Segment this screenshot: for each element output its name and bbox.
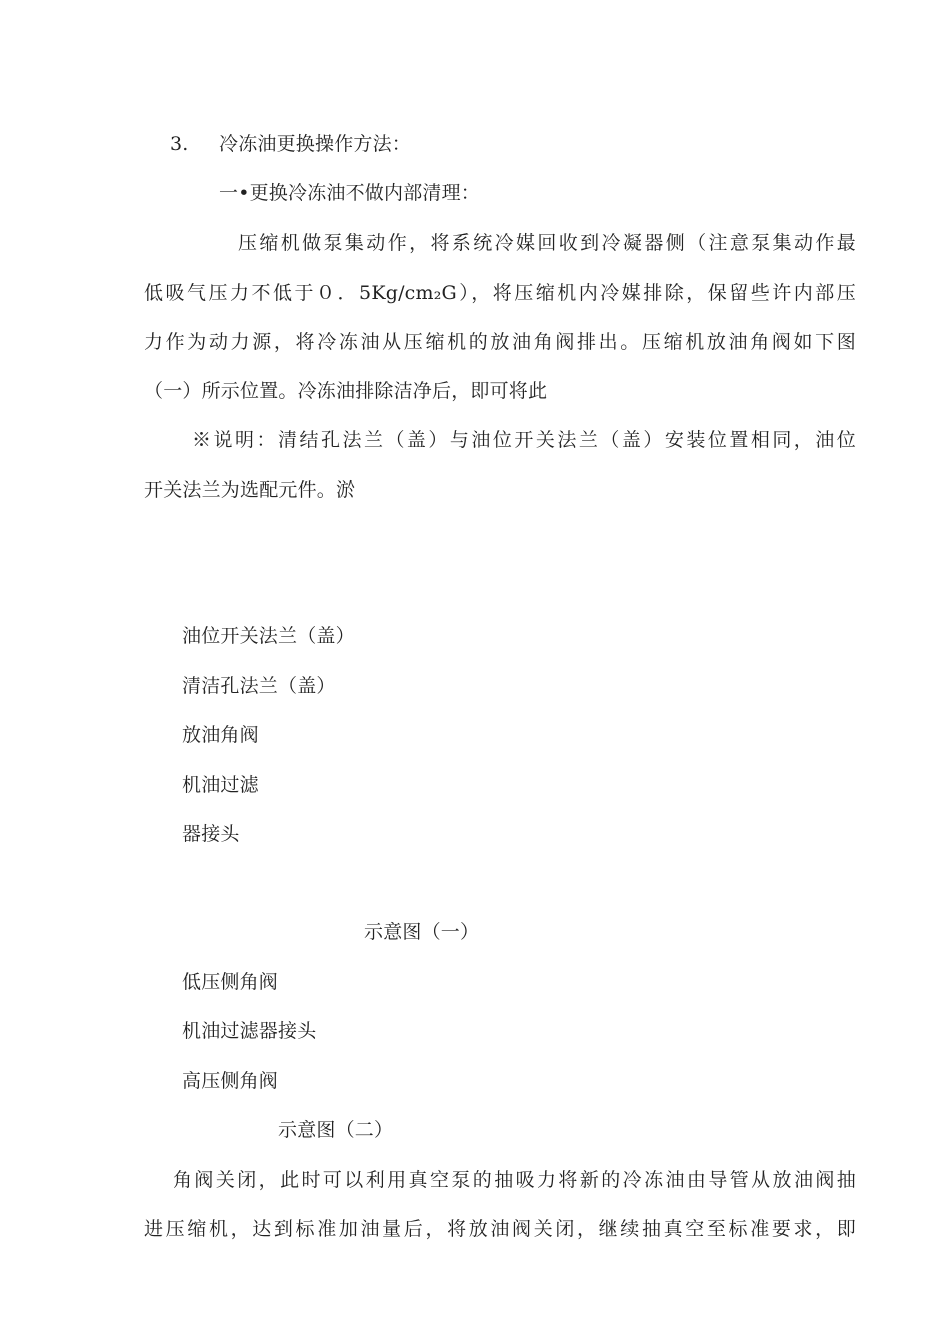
note-line-1: ※说明：清结孔法兰（盖）与油位开关法兰（盖）安装位置相同，油位 xyxy=(192,429,856,451)
figure2-caption: 示意图（二） xyxy=(278,1119,394,1141)
paragraph1-line-4: （一）所示位置。冷冻油排除洁净后，即可将此 xyxy=(144,380,548,402)
figure2-label-oil-filter-connector: 机油过滤器接头 xyxy=(182,1020,317,1042)
figure1-label-drain-angle-valve: 放油角阀 xyxy=(182,724,259,746)
paragraph2-line-1: 角阀关闭，此时可以利用真空泵的抽吸力将新的冷冻油由导管从放油阀抽 xyxy=(173,1169,856,1191)
figure2-label-high-pressure-valve: 高压侧角阀 xyxy=(182,1070,279,1092)
figure1-label-oil-filter: 机油过滤 xyxy=(182,774,259,796)
paragraph2-line-2: 进压缩机，达到标准加油量后，将放油阀关闭，继续抽真空至标准要求，即 xyxy=(144,1218,856,1240)
note-line-2: 开关法兰为选配元件。淤 xyxy=(144,479,356,501)
figure1-label-oil-level-flange: 油位开关法兰（盖） xyxy=(182,625,355,647)
figure1-label-connector: 器接头 xyxy=(182,823,240,845)
figure1-label-cleaning-hole-flange: 清洁孔法兰（盖） xyxy=(182,675,336,697)
figure1-caption: 示意图（一） xyxy=(364,921,480,943)
section-number: 3. xyxy=(170,133,189,155)
figure2-label-low-pressure-valve: 低压侧角阀 xyxy=(182,971,279,993)
section-title: 冷冻油更换操作方法： xyxy=(219,133,412,155)
paragraph1-line-3: 力作为动力源，将冷冻油从压缩机的放油角阀排出。压缩机放油角阀如下图 xyxy=(144,331,856,353)
subsection-title: 一•更换冷冻油不做内部清理： xyxy=(219,182,481,204)
paragraph1-line-2: 低吸气压力不低于０．5Kg/cm₂G），将压缩机内冷媒排除，保留些许内部压 xyxy=(144,282,856,304)
paragraph1-line-1: 压缩机做泵集动作，将系统冷媒回收到冷凝器侧（注意泵集动作最 xyxy=(238,232,856,254)
